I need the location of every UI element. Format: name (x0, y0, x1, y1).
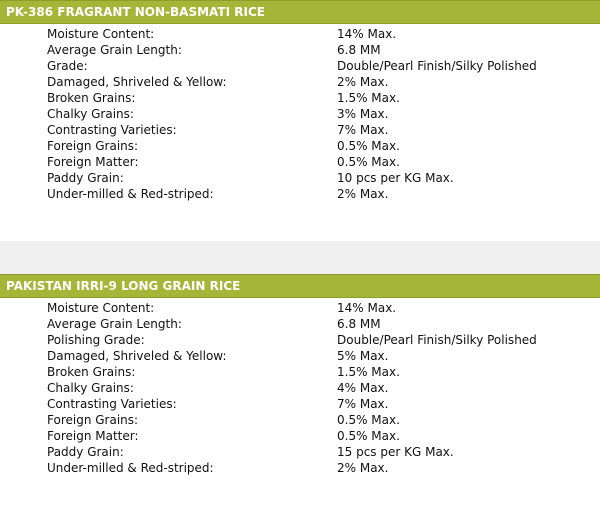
spec-label: Damaged, Shriveled & Yellow: (47, 75, 227, 89)
table-row (0, 332, 600, 348)
spec-value: 14% Max. (337, 27, 397, 41)
spec-label: Broken Grains: (47, 91, 136, 105)
spec-value: 7% Max. (337, 123, 389, 137)
spec-label: Average Grain Length: (47, 317, 182, 331)
spec-value: 5% Max. (337, 349, 389, 363)
spec-value: 3% Max. (337, 107, 389, 121)
table-row (0, 42, 600, 58)
table-row (0, 154, 600, 170)
spec-label: Paddy Grain: (47, 171, 124, 185)
table-row (0, 122, 600, 138)
spec-value: 2% Max. (337, 461, 389, 475)
spec-table (0, 26, 600, 202)
table-row (0, 380, 600, 396)
table-row (0, 300, 600, 316)
table-row (0, 460, 600, 476)
spec-value: 10 pcs per KG Max. (337, 171, 454, 185)
table-row (0, 444, 600, 460)
spec-label: Foreign Matter: (47, 429, 139, 443)
rice-spec-section-irri9 (0, 274, 600, 476)
spec-value: 2% Max. (337, 75, 389, 89)
spec-value: 4% Max. (337, 381, 389, 395)
table-row (0, 170, 600, 186)
spec-label: Contrasting Varieties: (47, 123, 177, 137)
table-row (0, 106, 600, 122)
table-row (0, 90, 600, 106)
rice-spec-section-pk386 (0, 0, 600, 202)
table-row (0, 26, 600, 42)
spec-value: 0.5% Max. (337, 139, 400, 153)
table-row (0, 138, 600, 154)
spec-label: Grade: (47, 59, 88, 73)
table-row (0, 74, 600, 90)
spec-label: Paddy Grain: (47, 445, 124, 459)
spec-table (0, 300, 600, 476)
spec-label: Foreign Grains: (47, 413, 139, 427)
spec-value: 7% Max. (337, 397, 389, 411)
section-title: PK-386 FRAGRANT NON-BASMATI RICE (0, 0, 600, 24)
table-row (0, 348, 600, 364)
table-row (0, 364, 600, 380)
spec-value: 6.8 MM (337, 317, 381, 331)
section-title: PAKISTAN IRRI-9 LONG GRAIN RICE (0, 274, 600, 298)
spec-label: Polishing Grade: (47, 333, 145, 347)
spec-value: 2% Max. (337, 187, 389, 201)
spec-value: 0.5% Max. (337, 155, 400, 169)
spec-label: Chalky Grains: (47, 107, 134, 121)
spec-label: Damaged, Shriveled & Yellow: (47, 349, 227, 363)
spec-value: 0.5% Max. (337, 429, 400, 443)
section-separator (0, 241, 600, 274)
table-row (0, 186, 600, 202)
spec-label: Contrasting Varieties: (47, 397, 177, 411)
spec-label: Under-milled & Red-striped: (47, 461, 214, 475)
spec-label: Average Grain Length: (47, 43, 182, 57)
spec-value: Double/Pearl Finish/Silky Polished (337, 333, 537, 347)
spec-value: Double/Pearl Finish/Silky Polished (337, 59, 537, 73)
spec-value: 15 pcs per KG Max. (337, 445, 454, 459)
spec-label: Chalky Grains: (47, 381, 134, 395)
spec-label: Foreign Matter: (47, 155, 139, 169)
spec-label: Moisture Content: (47, 27, 155, 41)
spec-value: 0.5% Max. (337, 413, 400, 427)
table-row (0, 58, 600, 74)
spec-value: 6.8 MM (337, 43, 381, 57)
spec-value: 1.5% Max. (337, 91, 400, 105)
spec-value: 14% Max. (337, 301, 397, 315)
spec-label: Foreign Grains: (47, 139, 139, 153)
spec-label: Under-milled & Red-striped: (47, 187, 214, 201)
spec-label: Moisture Content: (47, 301, 155, 315)
table-row (0, 396, 600, 412)
spec-value: 1.5% Max. (337, 365, 400, 379)
table-row (0, 428, 600, 444)
table-row (0, 412, 600, 428)
table-row (0, 316, 600, 332)
spec-label: Broken Grains: (47, 365, 136, 379)
